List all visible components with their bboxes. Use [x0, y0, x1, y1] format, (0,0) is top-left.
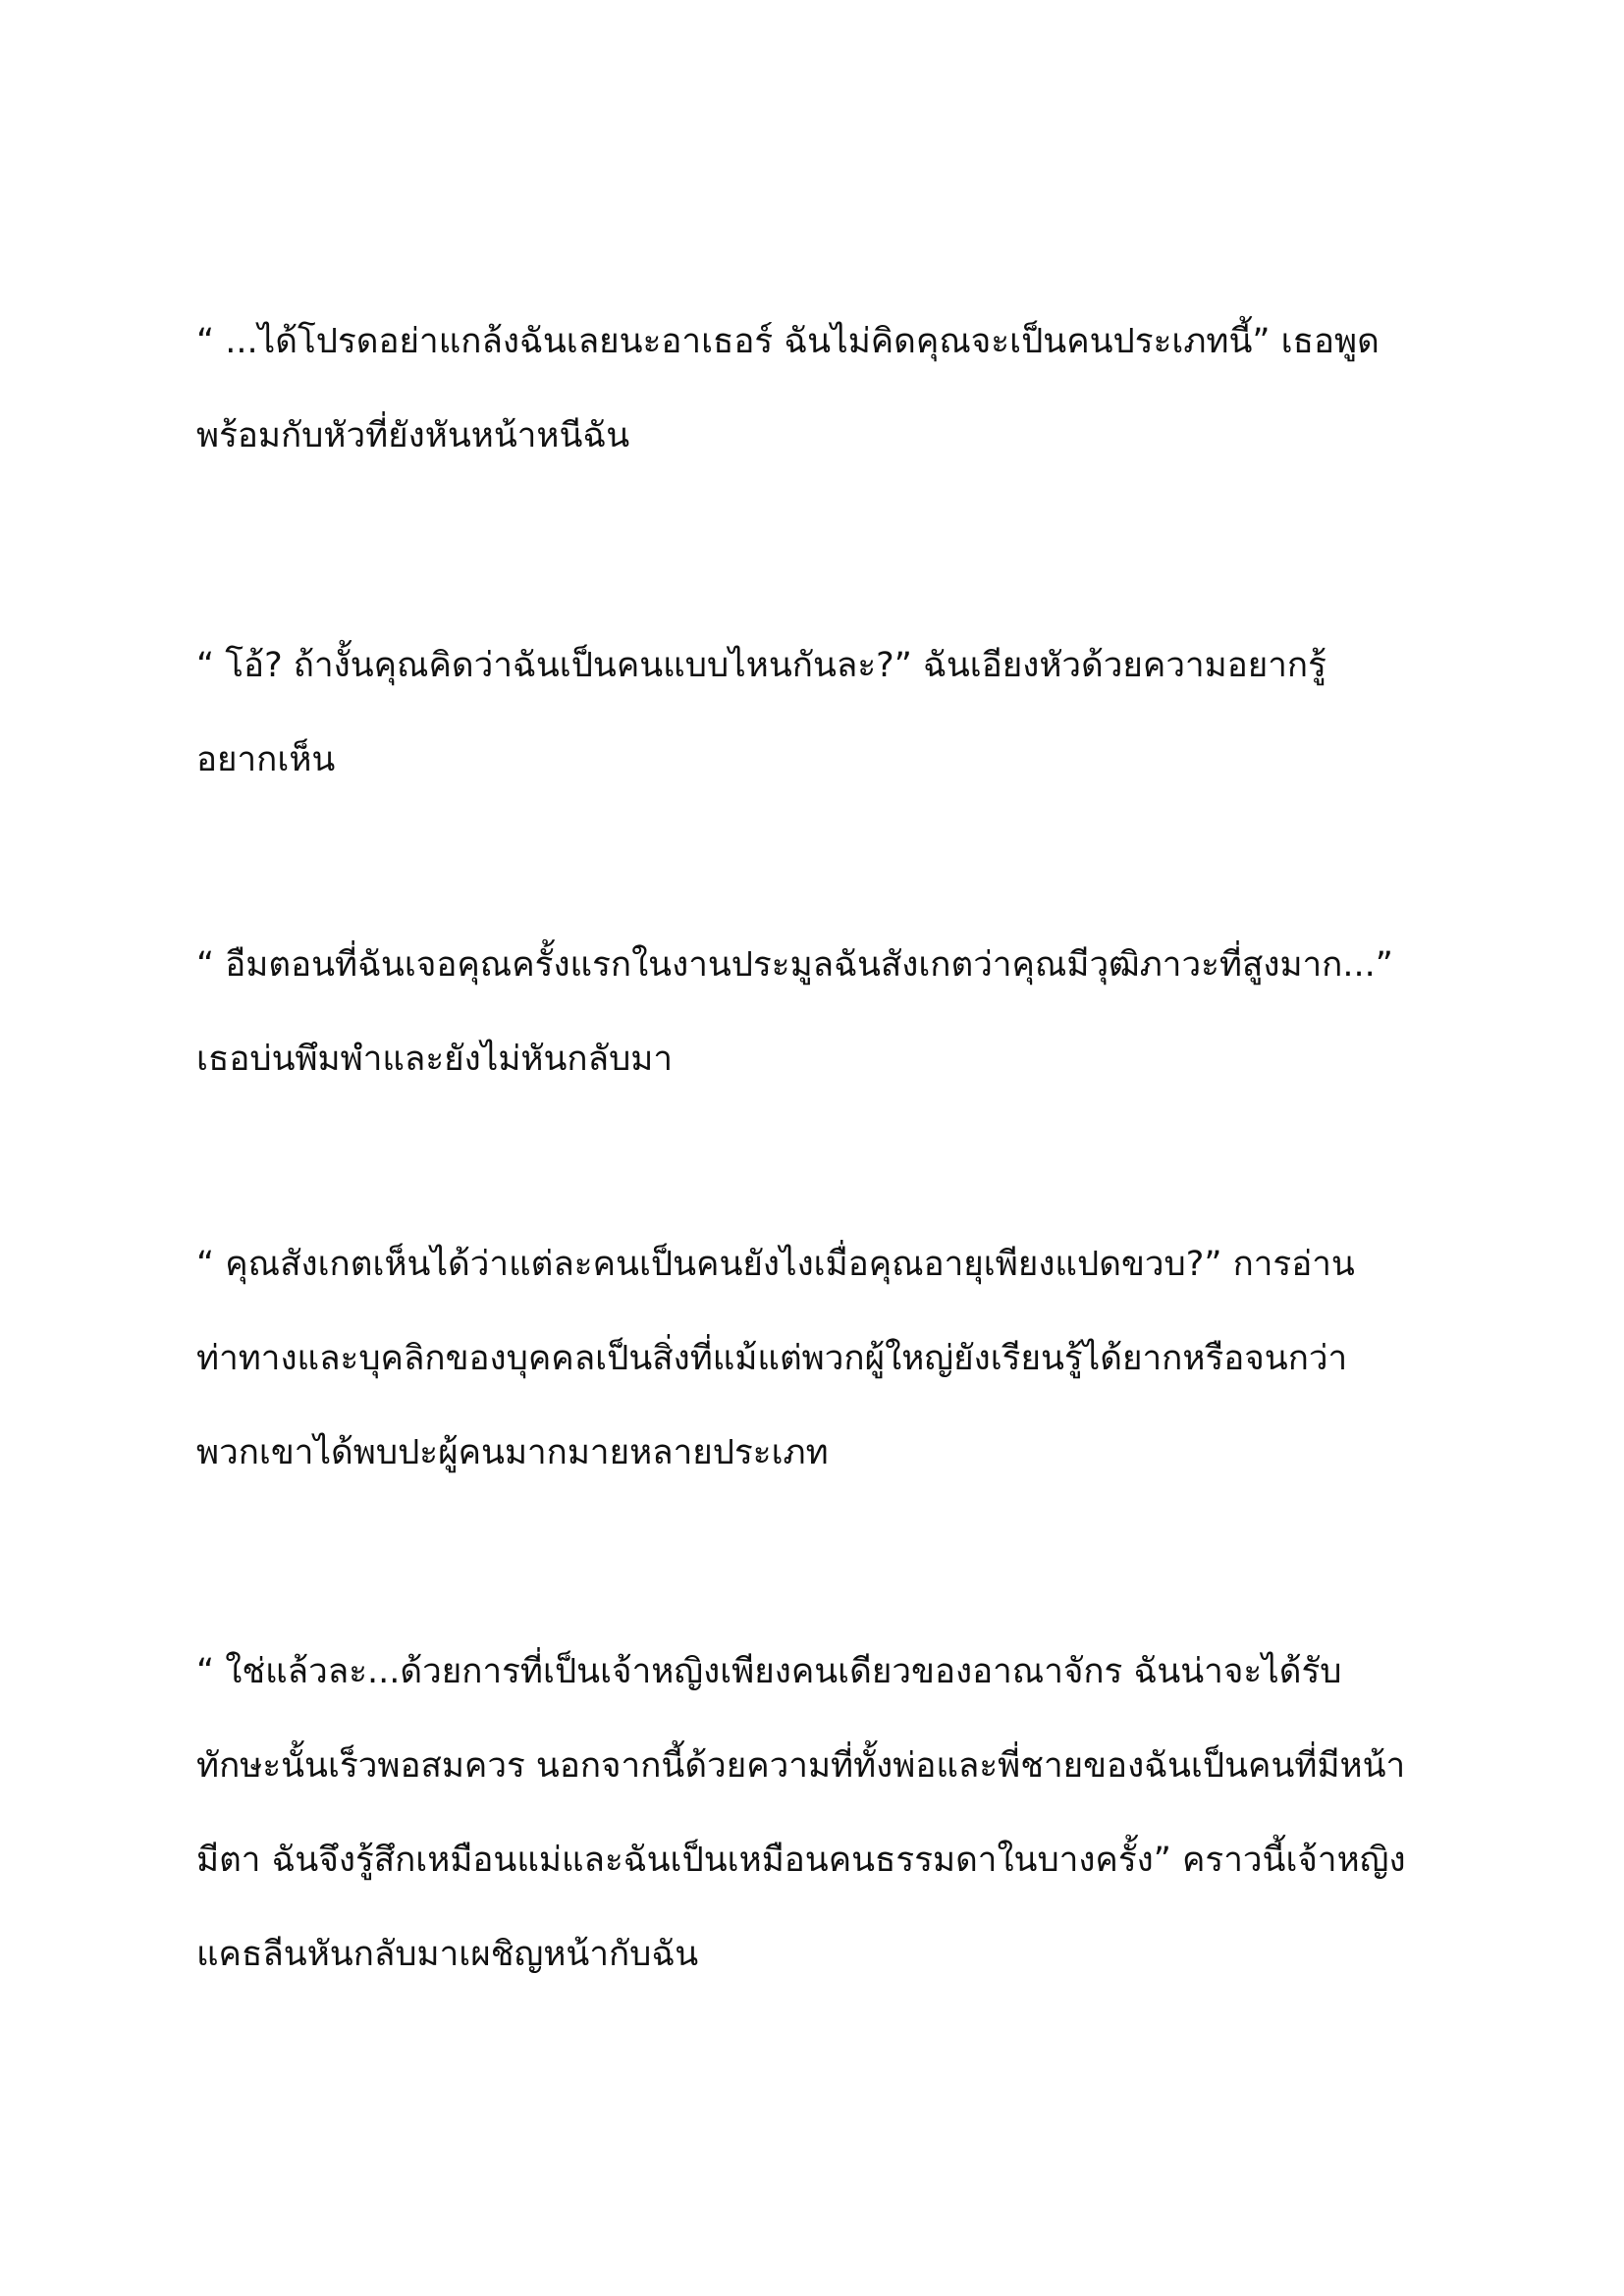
paragraph-2: “ โอ้? ถ้างั้นคุณคิดว่าฉันเป็นคนแบบไหนกันละ?” ฉันเอียงหัวด้วยความอยากรู้ อยากเห็น [196, 646, 1326, 779]
paragraph-3: “ อืมตอนที่ฉันเจอคุณครั้งแรกในงานประมูลฉันสังเกตว่าคุณมีวุฒิภาวะที่สูงมาก...” เธอบ่นพึมพำและยังไม่หันกลับมา [196, 945, 1393, 1079]
paragraph-5: “ ใช่แล้วละ...ด้วยการที่เป็นเจ้าหญิงเพียงคนเดียวของอาณาจักร ฉันน่าจะได้รับ ทักษะนั้นเร็วพอสมควร นอกจากนี้ด้วยความที่ทั้งพ่อและพี่ชายของฉันเป็นคนที่มีหน้า มีตา ฉันจึงรู้สึกเหมือนแม่และฉันเป็นเหมือนคนธรรมดาในบางครั้ง” คราวนี้เจ้าหญิง แคธลีนหันกลับมาเผชิญหน้ากับฉัน [196, 1652, 1406, 1974]
paragraph-1: “ ...ได้โปรดอย่าแกล้งฉันเลยนะอาเธอร์ ฉันไม่คิดคุณจะเป็นคนประเภทนี้” เธอพูด พร้อมกับหัวที่ยังหันหน้าหนีฉัน [196, 322, 1380, 455]
paragraph-4: “ คุณสังเกตเห็นได้ว่าแต่ละคนเป็นคนยังไงเมื่อคุณอายุเพียงแปดขวบ?” การอ่าน ท่าทางและบุคลิกของบุคคลเป็นสิ่งที่แม้แต่พวกผู้ใหญ่ยังเรียนรู้ได้ยากหรือจนกว่า พวกเขาได้พบปะผู้คนมากมายหลายประเภท [196, 1245, 1355, 1472]
